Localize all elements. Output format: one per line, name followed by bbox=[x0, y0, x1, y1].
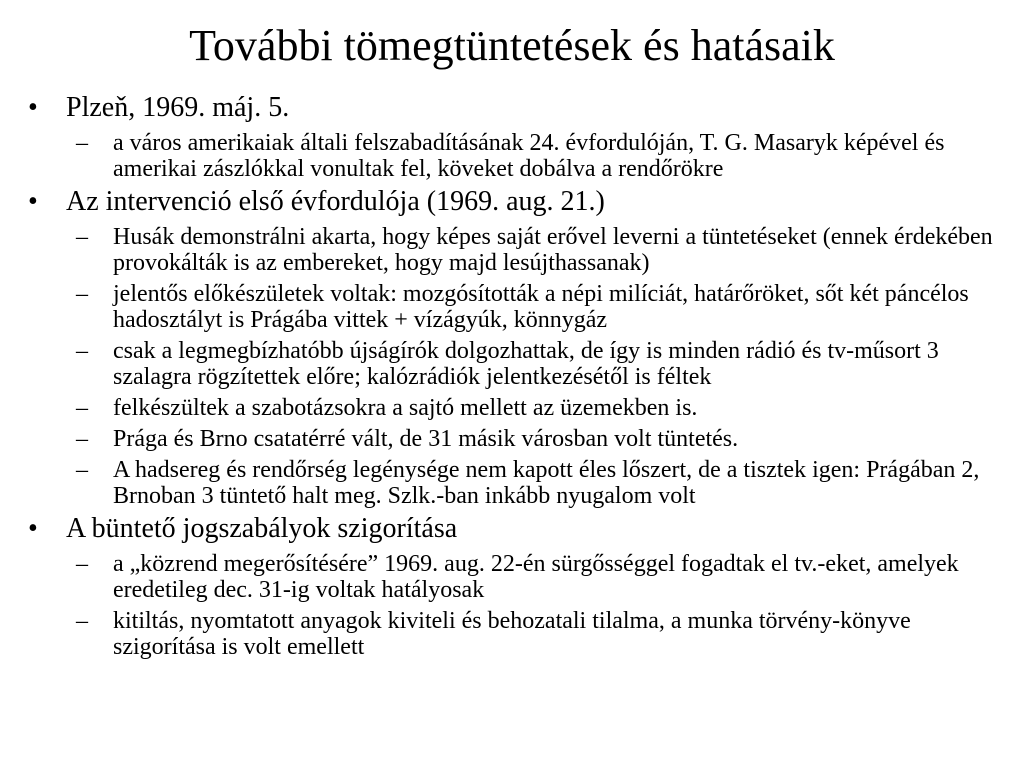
dash-icon: – bbox=[76, 551, 88, 577]
sub-item-text: A hadsereg és rendőrség legénysége nem kapott éles lőszert, de a tisztek igen: Prágában 2, Brnoban 3 tüntető halt meg. Szlk.-ban inkább nyugalom volt bbox=[113, 457, 980, 509]
sub-item-text: Husák demonstrálni akarta, hogy képes saját erővel leverni a tüntetéseket (ennek érdekében provokálták is az embereket, hogy majd lesújthassanak) bbox=[113, 224, 993, 276]
sub-item bbox=[28, 281, 1004, 333]
sub-item bbox=[28, 551, 1004, 603]
sub-item-text: a „közrend megerősítésére” 1969. aug. 22-én sürgősséggel fogadtak el tv.-eket, amelyek eredetileg dec. 31-ig voltak hatályosak bbox=[113, 551, 959, 603]
bullet-item bbox=[28, 91, 1004, 125]
bullet-heading: Az intervenció első évfordulója (1969. aug. 21.) bbox=[66, 186, 605, 217]
dash-icon: – bbox=[76, 608, 88, 634]
bullet-item bbox=[28, 512, 1004, 546]
dash-icon: – bbox=[76, 130, 88, 156]
sub-item bbox=[28, 130, 1004, 182]
sub-list bbox=[28, 130, 1004, 182]
dash-icon: – bbox=[76, 224, 88, 250]
sub-list bbox=[28, 224, 1004, 509]
sub-item bbox=[28, 426, 1004, 452]
slide-title: További tömegtüntetések és hatásaik bbox=[189, 21, 835, 70]
bullet-heading: A büntető jogszabályok szigorítása bbox=[66, 513, 458, 544]
sub-item bbox=[28, 338, 1004, 390]
bullet-dot-icon: • bbox=[28, 92, 38, 123]
bullet-list bbox=[28, 88, 1004, 663]
bullet-dot-icon: • bbox=[28, 186, 38, 217]
sub-item-text: jelentős előkészületek voltak: mozgósították a népi milíciát, határőröket, sőt két páncélos hadosztályt is Prágába vittek + vízágyúk, könnygáz bbox=[113, 281, 969, 333]
sub-item bbox=[28, 224, 1004, 276]
bullet-heading: Plzeň, 1969. máj. 5. bbox=[66, 92, 290, 123]
sub-item-text: csak a legmegbízhatóbb újságírók dolgozhattak, de így is minden rádió és tv-műsort 3 szalagra rögzítettek előre; kalózrádiók jelentkezésétől is féltek bbox=[113, 338, 939, 390]
sub-item-text: a város amerikaiak általi felszabadításának 24. évfordulóján, T. G. Masaryk képével és amerikai zászlókkal vonultak fel, köveket dobálva a rendőrökre bbox=[113, 130, 945, 182]
sub-item-text: kitiltás, nyomtatott anyagok kiviteli és behozatali tilalma, a munka törvény-könyve szigorítása is volt emellett bbox=[113, 608, 911, 660]
dash-icon: – bbox=[76, 457, 88, 483]
dash-icon: – bbox=[76, 426, 88, 452]
sub-item-text: Prága és Brno csatatérré vált, de 31 másik városban volt tüntetés. bbox=[113, 426, 739, 452]
sub-item-text: felkészültek a szabotázsokra a sajtó mellett az üzemekben is. bbox=[113, 395, 698, 421]
dash-icon: – bbox=[76, 395, 88, 421]
sub-item bbox=[28, 395, 1004, 421]
sub-item bbox=[28, 608, 1004, 660]
dash-icon: – bbox=[76, 338, 88, 364]
bullet-dot-icon: • bbox=[28, 513, 38, 544]
sub-list bbox=[28, 551, 1004, 660]
bullet-item bbox=[28, 185, 1004, 219]
sub-item bbox=[28, 457, 1004, 509]
dash-icon: – bbox=[76, 281, 88, 307]
